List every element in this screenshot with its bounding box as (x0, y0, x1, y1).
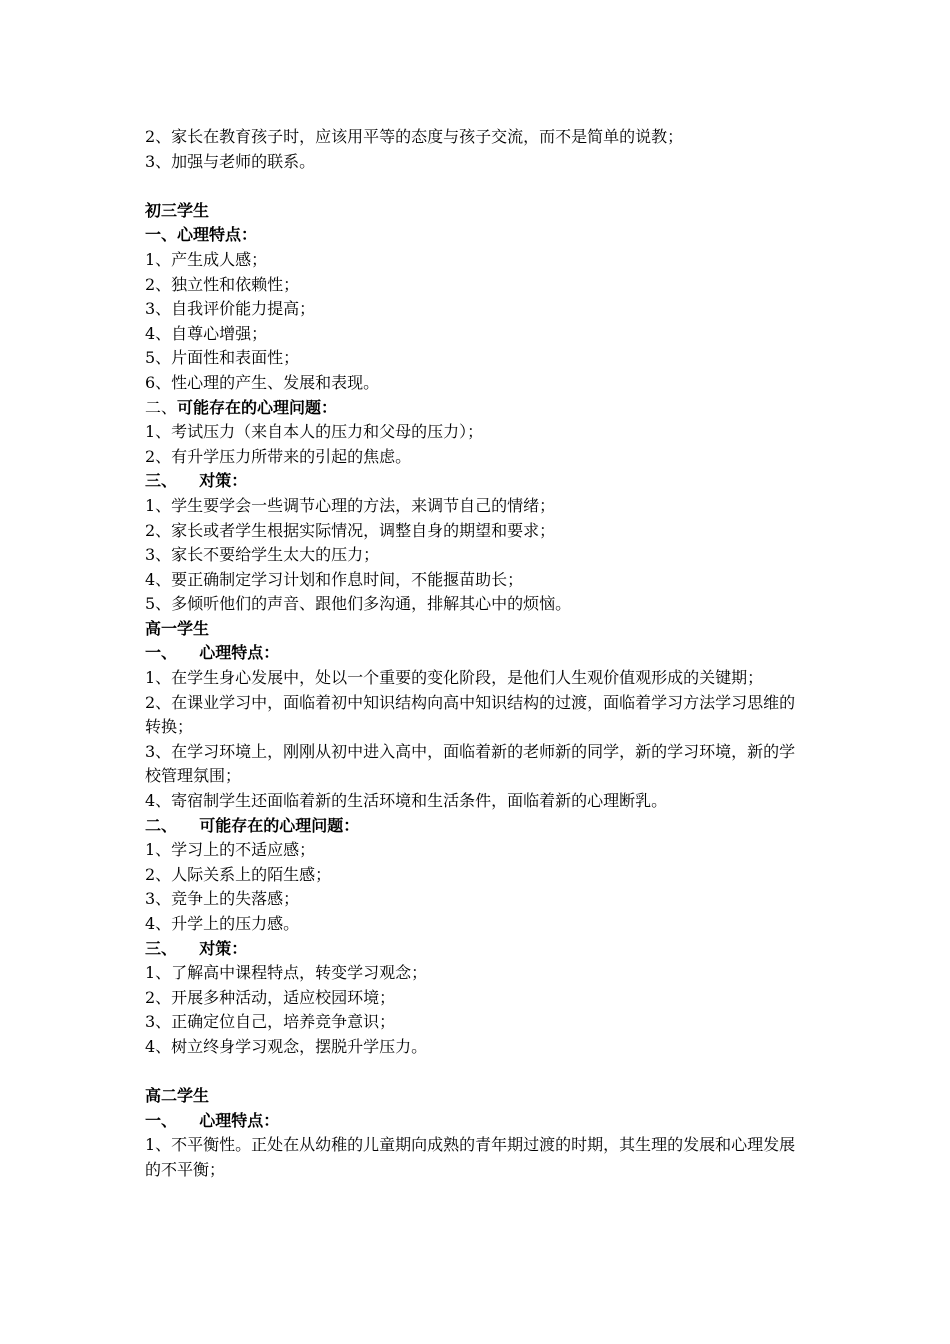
list-item: 4、升学上的压力感。 (145, 914, 300, 933)
list-item: 3、在学习环境上，刚刚从初中进入高中，面临着新的老师新的同学，新的学习环境，新的学校管理氛围； (145, 741, 796, 786)
heading-problems: 二、 可能存在的心理问题： (145, 815, 360, 835)
list-item: 6、性心理的产生、发展和表现。 (145, 372, 380, 392)
section-title-grade11: 高二学生 (145, 1086, 210, 1106)
heading-traits: 一、心理特点： (145, 225, 258, 245)
list-item: 4、寄宿制学生还面临着新的生活环境和生活条件，面临着新的心理断乳。 (145, 791, 668, 811)
list-item: 1、了解高中课程特点，转变学习观念； (145, 963, 428, 983)
list-item: 1、学生要学会一些调节心理的方法，来调节自己的情绪； (145, 495, 556, 515)
list-item: 1、在学生身心发展中，处以一个重要的变化阶段，是他们人生观价值观形成的关键期； (145, 668, 764, 688)
document-page (145, 125, 810, 1183)
heading-problems (145, 396, 810, 421)
list-item: 1、不平衡性。正处在从幼稚的儿童期向成熟的青年期过渡的时期，其生理的发展和心理发展的不平衡； (145, 1135, 796, 1179)
list-item: 2、独立性和依赖性； (145, 274, 300, 294)
list-item: 1、学习上的不适应感； (145, 840, 316, 860)
list-item: 3、正确定位自己，培养竞争意识； (145, 1012, 396, 1032)
list-item: 5、片面性和表面性； (145, 348, 300, 368)
heading-traits: 一、 心理特点： (145, 643, 280, 663)
section-title-grade9: 初三学生 (145, 200, 210, 220)
list-item: 5、多倾听他们的声音、跟他们多沟通，排解其心中的烦恼。 (145, 594, 572, 614)
list-item: 4、树立终身学习观念，摆脱升学压力。 (145, 1036, 428, 1056)
list-item: 4、自尊心增强； (145, 323, 268, 343)
list-item: 2、人际关系上的陌生感； (145, 864, 332, 884)
list-item: 2、开展多种活动，适应校园环境； (145, 987, 396, 1007)
paragraph: 3、加强与老师的联系。 (145, 151, 316, 171)
heading-measures: 三、 对策： (145, 938, 248, 958)
list-item: 3、竞争上的失落感； (145, 889, 300, 909)
spacer (145, 174, 810, 199)
spacer (145, 1060, 810, 1085)
heading-traits: 一、 心理特点： (145, 1110, 280, 1130)
paragraph: 2、家长在教育孩子时，应该用平等的态度与孩子交流，而不是简单的说教； (145, 127, 684, 146)
heading-number: 二、 (145, 397, 178, 417)
list-item: 1、考试压力（来自本人的压力和父母的压力）； (145, 422, 484, 442)
list-item: 3、家长不要给学生太大的压力； (145, 545, 380, 565)
list-item: 2、在课业学习中，面临着初中知识结构向高中知识结构的过渡，面临着学习方法学习思维的转换； (145, 692, 796, 737)
heading-text: 可能存在的心理问题： (177, 397, 338, 417)
list-item: 2、有升学压力所带来的引起的焦虑。 (145, 446, 412, 466)
list-item: 2、家长或者学生根据实际情况，调整自身的期望和要求； (145, 520, 556, 540)
list-item: 1、产生成人感； (145, 249, 268, 269)
section-title-grade10: 高一学生 (145, 618, 210, 638)
list-item: 4、要正确制定学习计划和作息时间，不能揠苗助长； (145, 569, 524, 589)
list-item: 3、自我评价能力提高； (145, 299, 316, 319)
heading-measures: 三、 对策： (145, 471, 248, 491)
